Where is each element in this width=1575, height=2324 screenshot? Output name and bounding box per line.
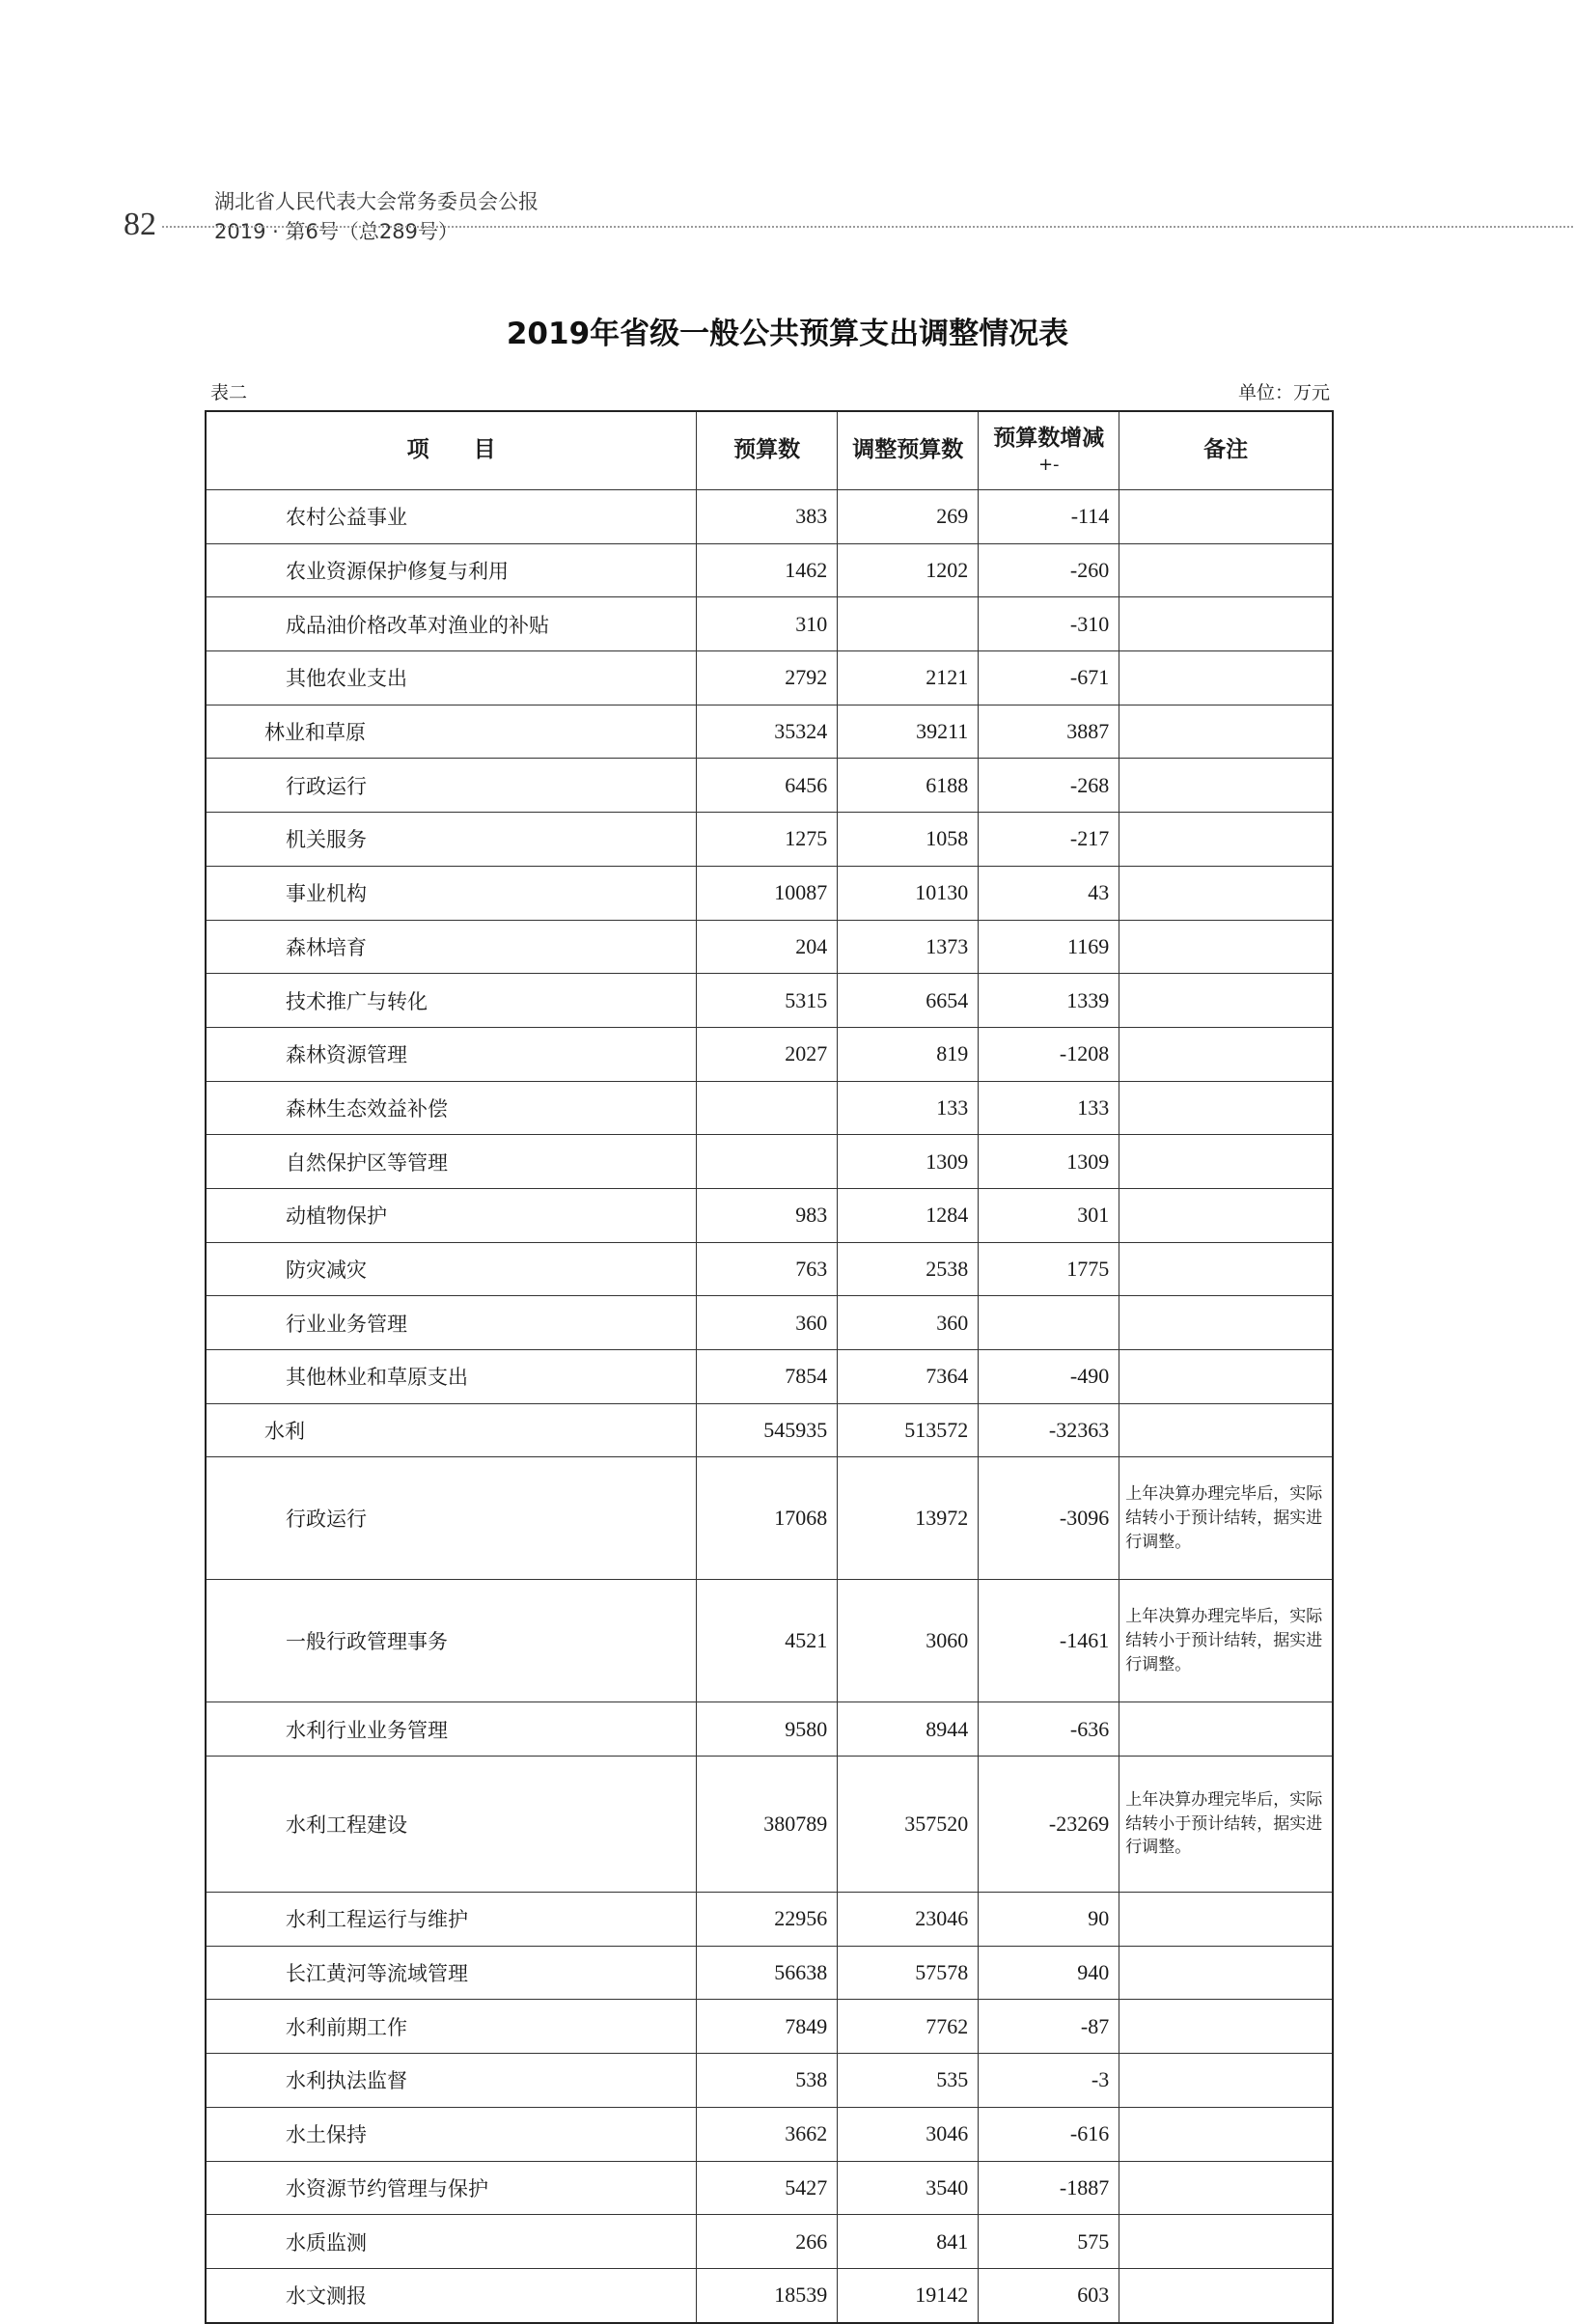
table-row [206,1135,1333,1189]
cell-note [1119,543,1333,597]
cell-budget: 22956 [697,1893,838,1947]
page-number: 82 [124,207,156,242]
cell-note [1119,1296,1333,1350]
table-header-row [206,411,1333,490]
header-adjusted: 调整预算数 [838,411,979,490]
cell-change: 940 [979,1946,1119,2000]
cell-item: 机关服务 [206,813,697,867]
cell-adjusted: 2121 [838,651,979,706]
cell-item: 农业资源保护修复与利用 [206,543,697,597]
cell-adjusted: 13972 [838,1457,979,1580]
cell-item: 一般行政管理事务 [206,1580,697,1702]
table-row [206,543,1333,597]
cell-budget: 310 [697,597,838,651]
cell-change: -217 [979,813,1119,867]
issue-number: 2019 · 第6号（总289号） [214,220,458,243]
table-body [206,490,1333,2323]
cell-adjusted: 357520 [838,1757,979,1893]
cell-adjusted: 841 [838,2215,979,2269]
cell-note [1119,813,1333,867]
cell-change: 301 [979,1188,1119,1242]
cell-change: -1461 [979,1580,1119,1702]
cell-note [1119,1081,1333,1135]
table-row [206,866,1333,920]
cell-adjusted: 3060 [838,1580,979,1702]
cell-note [1119,1893,1333,1947]
cell-note [1119,866,1333,920]
cell-change: 133 [979,1081,1119,1135]
cell-item: 水质监测 [206,2215,697,2269]
table-row [206,1296,1333,1350]
cell-adjusted: 19142 [838,2268,979,2322]
cell-adjusted: 3046 [838,2107,979,2161]
cell-adjusted: 1202 [838,543,979,597]
cell-note [1119,1027,1333,1081]
cell-change: -268 [979,759,1119,813]
header-change [979,411,1119,490]
table-row [206,490,1333,544]
cell-change: 43 [979,866,1119,920]
cell-change: -23269 [979,1757,1119,1893]
table-row [206,2107,1333,2161]
cell-budget: 35324 [697,705,838,759]
cell-budget: 17068 [697,1457,838,1580]
cell-change: -616 [979,2107,1119,2161]
cell-budget: 538 [697,2054,838,2108]
cell-note [1119,1946,1333,2000]
table-row [206,597,1333,651]
cell-item: 水利前期工作 [206,2000,697,2054]
table-row [206,2054,1333,2108]
cell-budget: 3662 [697,2107,838,2161]
cell-note [1119,2268,1333,2322]
table-row [206,1350,1333,1404]
cell-item: 其他农业支出 [206,651,697,706]
header-divider [162,226,1573,228]
cell-budget: 6456 [697,759,838,813]
cell-budget: 763 [697,1242,838,1296]
cell-budget: 1275 [697,813,838,867]
cell-budget: 10087 [697,866,838,920]
table-label: 表二 [210,382,248,403]
cell-note [1119,1350,1333,1404]
table-row [206,2000,1333,2054]
cell-item: 自然保护区等管理 [206,1135,697,1189]
cell-note: 上年决算办理完毕后，实际结转小于预计结转，据实进行调整。 [1119,1580,1333,1702]
table-row [206,705,1333,759]
cell-change: -636 [979,1702,1119,1757]
cell-item: 技术推广与转化 [206,974,697,1028]
cell-item: 水土保持 [206,2107,697,2161]
cell-change: 603 [979,2268,1119,2322]
cell-budget: 5315 [697,974,838,1028]
cell-note [1119,920,1333,974]
cell-adjusted: 269 [838,490,979,544]
cell-item: 水利行业业务管理 [206,1702,697,1757]
cell-adjusted: 23046 [838,1893,979,1947]
table-row [206,1757,1333,1893]
table-row [206,974,1333,1028]
cell-change [979,1296,1119,1350]
cell-adjusted: 7762 [838,2000,979,2054]
cell-change: 1339 [979,974,1119,1028]
table-row [206,1580,1333,1702]
cell-budget: 983 [697,1188,838,1242]
cell-budget: 9580 [697,1702,838,1757]
cell-change: 1309 [979,1135,1119,1189]
cell-adjusted: 1309 [838,1135,979,1189]
cell-note [1119,705,1333,759]
table-row [206,1027,1333,1081]
header-change-sign: +- [1037,455,1060,476]
table-row [206,1702,1333,1757]
cell-budget: 2792 [697,651,838,706]
cell-budget: 4521 [697,1580,838,1702]
cell-item: 水利执法监督 [206,2054,697,2108]
cell-note [1119,1188,1333,1242]
cell-item: 水文测报 [206,2268,697,2322]
cell-change: -260 [979,543,1119,597]
cell-item: 其他林业和草原支出 [206,1350,697,1404]
cell-note [1119,1702,1333,1757]
cell-change: -1887 [979,2161,1119,2215]
cell-budget: 360 [697,1296,838,1350]
cell-adjusted: 6188 [838,759,979,813]
cell-budget: 18539 [697,2268,838,2322]
cell-change: 1775 [979,1242,1119,1296]
cell-change: 90 [979,1893,1119,1947]
header-budget: 预算数 [697,411,838,490]
cell-adjusted: 8944 [838,1702,979,1757]
cell-change: -3 [979,2054,1119,2108]
unit-label: 单位：万元 [1237,382,1330,403]
cell-adjusted: 2538 [838,1242,979,1296]
cell-item: 水利 [206,1403,697,1457]
cell-budget: 7854 [697,1350,838,1404]
cell-item: 森林培育 [206,920,697,974]
cell-item: 长江黄河等流域管理 [206,1946,697,2000]
table-row [206,1188,1333,1242]
cell-budget [697,1081,838,1135]
table-row [206,1403,1333,1457]
cell-budget: 56638 [697,1946,838,2000]
cell-budget: 383 [697,490,838,544]
cell-budget: 204 [697,920,838,974]
table-row [206,2215,1333,2269]
table-row [206,1893,1333,1947]
cell-adjusted: 6654 [838,974,979,1028]
header-change-label: 预算数增减 [993,426,1105,452]
cell-adjusted: 1058 [838,813,979,867]
cell-note: 上年决算办理完毕后，实际结转小于预计结转，据实进行调整。 [1119,1757,1333,1893]
cell-change: -3096 [979,1457,1119,1580]
cell-item: 防灾减灾 [206,1242,697,1296]
cell-item: 水利工程建设 [206,1757,697,1893]
table-row [206,1946,1333,2000]
cell-note [1119,490,1333,544]
cell-item: 森林资源管理 [206,1027,697,1081]
cell-adjusted: 39211 [838,705,979,759]
cell-note [1119,2107,1333,2161]
cell-item: 事业机构 [206,866,697,920]
cell-item: 水资源节约管理与保护 [206,2161,697,2215]
cell-item: 森林生态效益补偿 [206,1081,697,1135]
cell-note [1119,1403,1333,1457]
cell-adjusted: 1284 [838,1188,979,1242]
table-row [206,2161,1333,2215]
cell-adjusted: 7364 [838,1350,979,1404]
cell-adjusted: 360 [838,1296,979,1350]
cell-adjusted: 133 [838,1081,979,1135]
cell-note [1119,651,1333,706]
cell-change: -1208 [979,1027,1119,1081]
cell-change: -310 [979,597,1119,651]
cell-adjusted: 535 [838,2054,979,2108]
cell-note: 上年决算办理完毕后，实际结转小于预计结转，据实进行调整。 [1119,1457,1333,1580]
cell-adjusted: 57578 [838,1946,979,2000]
table-row [206,2268,1333,2322]
table-row [206,1242,1333,1296]
cell-item: 农村公益事业 [206,490,697,544]
cell-adjusted: 513572 [838,1403,979,1457]
cell-item: 林业和草原 [206,705,697,759]
document-title: 2019年省级一般公共预算支出调整情况表 [506,317,1069,351]
cell-change: -32363 [979,1403,1119,1457]
cell-item: 行政运行 [206,759,697,813]
table-row [206,920,1333,974]
cell-budget [697,1135,838,1189]
cell-change: 3887 [979,705,1119,759]
cell-budget: 7849 [697,2000,838,2054]
cell-budget: 1462 [697,543,838,597]
table-row [206,1081,1333,1135]
cell-budget: 545935 [697,1403,838,1457]
cell-note [1119,2000,1333,2054]
table-row [206,651,1333,706]
cell-item: 行业业务管理 [206,1296,697,1350]
table-row [206,1457,1333,1580]
cell-budget: 2027 [697,1027,838,1081]
cell-note [1119,597,1333,651]
cell-change: -671 [979,651,1119,706]
table-row [206,759,1333,813]
cell-change: -490 [979,1350,1119,1404]
cell-change: -87 [979,2000,1119,2054]
cell-note [1119,1242,1333,1296]
cell-budget: 5427 [697,2161,838,2215]
cell-budget: 266 [697,2215,838,2269]
cell-note [1119,1135,1333,1189]
cell-change: 1169 [979,920,1119,974]
cell-note [1119,2161,1333,2215]
table-row [206,813,1333,867]
cell-change: -114 [979,490,1119,544]
budget-table [205,410,1334,2324]
header-note: 备注 [1119,411,1333,490]
publication-title: 湖北省人民代表大会常务委员会公报 [214,190,539,213]
cell-item: 成品油价格改革对渔业的补贴 [206,597,697,651]
cell-budget: 380789 [697,1757,838,1893]
cell-note [1119,759,1333,813]
cell-adjusted: 819 [838,1027,979,1081]
cell-adjusted [838,597,979,651]
header-item: 项 目 [206,411,697,490]
cell-note [1119,2215,1333,2269]
cell-adjusted: 1373 [838,920,979,974]
cell-adjusted: 3540 [838,2161,979,2215]
cell-item: 动植物保护 [206,1188,697,1242]
cell-item: 行政运行 [206,1457,697,1580]
cell-note [1119,974,1333,1028]
cell-change: 575 [979,2215,1119,2269]
cell-note [1119,2054,1333,2108]
cell-item: 水利工程运行与维护 [206,1893,697,1947]
cell-adjusted: 10130 [838,866,979,920]
